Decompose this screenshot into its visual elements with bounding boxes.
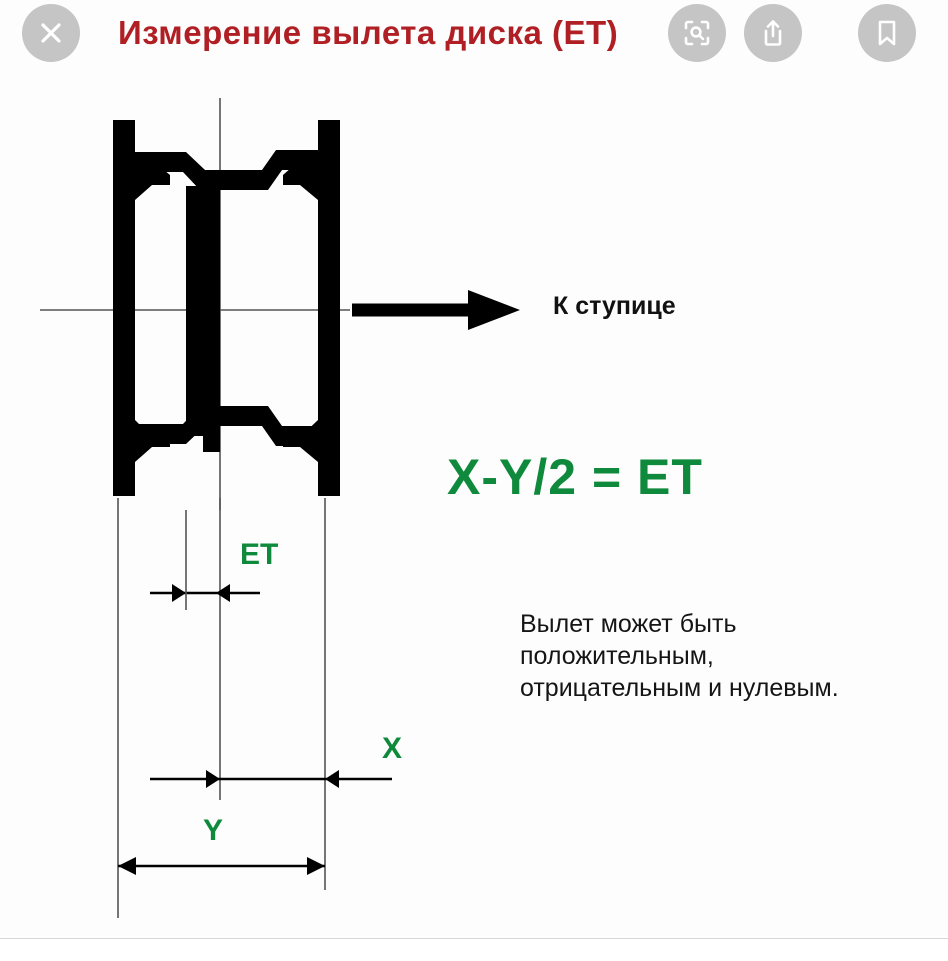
bookmark-icon	[872, 18, 902, 48]
dimension-label-x: X	[382, 732, 403, 765]
close-button[interactable]	[22, 4, 80, 62]
diagram-title: Измерение вылета диска (ET)	[118, 14, 619, 51]
share-icon	[758, 18, 788, 48]
share-button[interactable]	[744, 4, 802, 62]
viewer-bottom-bar	[0, 938, 948, 961]
explanation-note: Вылет может быть положительным, отрицательным и нулевым.	[520, 610, 839, 702]
lens-icon	[682, 18, 712, 48]
bookmark-button[interactable]	[858, 4, 916, 62]
lens-search-button[interactable]	[668, 4, 726, 62]
dimension-label-y: Y	[203, 814, 224, 847]
formula-label: X-Y/2 = ET	[447, 449, 703, 505]
dimension-label-et: ET	[240, 538, 279, 571]
hub-arrow-label: К ступице	[553, 292, 676, 320]
close-icon	[36, 18, 66, 48]
